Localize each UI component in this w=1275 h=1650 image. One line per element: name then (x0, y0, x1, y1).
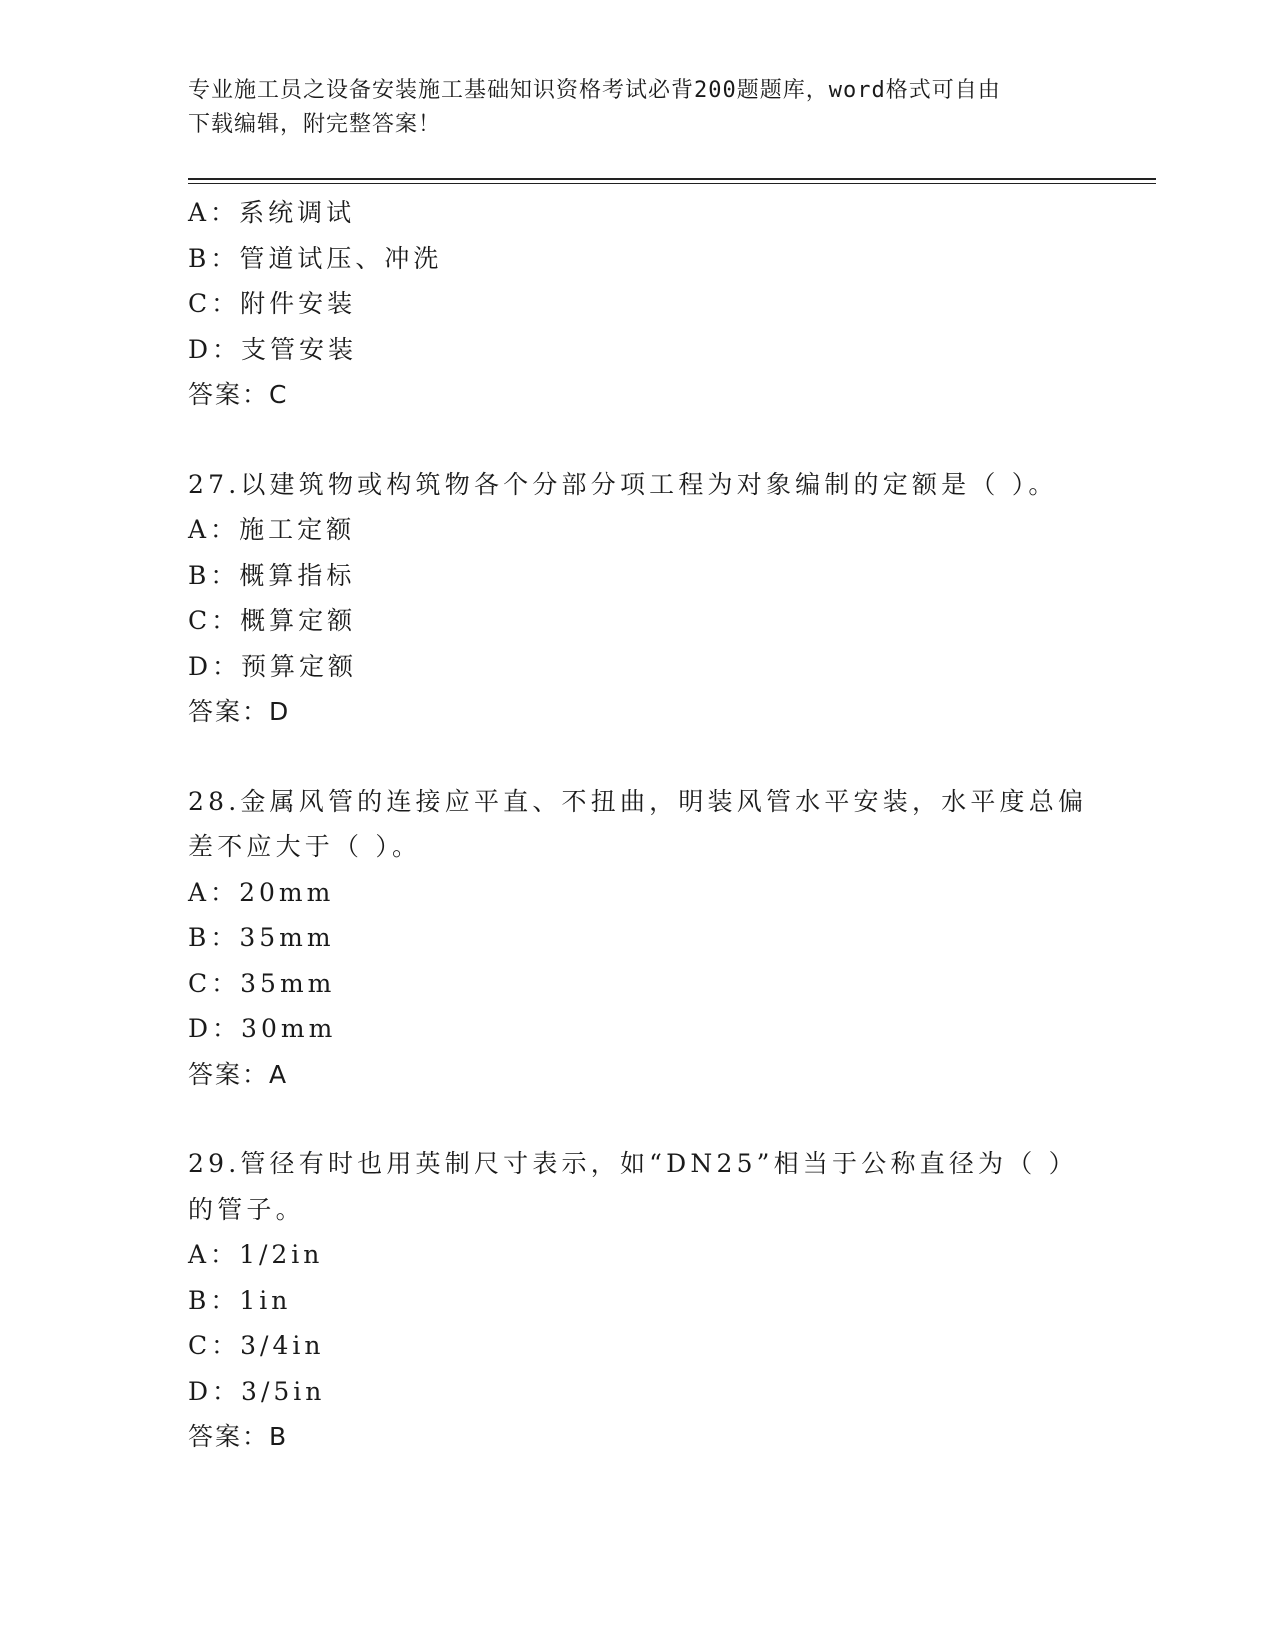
header-title-line-2: 下载编辑，附完整答案！ (188, 112, 442, 137)
question-27 (188, 462, 1088, 735)
answer-value: A (269, 1059, 289, 1089)
option-a: A：1/2in (188, 1240, 324, 1269)
option-c: C：概算定额 (188, 606, 357, 635)
option-d: D：预算定额 (188, 651, 358, 681)
answer-line: 答案：B (188, 1422, 289, 1451)
option-a: A：系统调试 (188, 198, 356, 227)
header-divider-thick (188, 178, 1156, 180)
option-a: A：20mm (188, 877, 335, 907)
question-stem-line-1: 28.金属风管的连接应平直、不扭曲，明装风管水平安装，水平度总偏 (188, 786, 1088, 816)
answer-value: D (269, 697, 291, 726)
document-body (188, 190, 1088, 1460)
option-b: B：概算指标 (188, 560, 356, 590)
option-a: A：施工定额 (188, 515, 356, 544)
option-c: C：35mm (188, 968, 336, 998)
header-divider-thin (188, 183, 1156, 184)
answer-value: C (269, 380, 289, 409)
answer-value: B (269, 1422, 289, 1451)
option-d: D：30mm (188, 1014, 337, 1043)
question-28 (188, 779, 1088, 1098)
question-29 (188, 1141, 1088, 1460)
question-stem-line-2: 的管子。 (188, 1194, 305, 1224)
option-d: D：支管安装 (188, 334, 358, 364)
question-26-continued (188, 190, 1088, 418)
question-stem-line-2: 差不应大于（ ）。 (188, 832, 422, 861)
page-header (188, 74, 1088, 142)
option-c: C：3/4in (188, 1331, 325, 1360)
answer-line: 答案：A (188, 1059, 289, 1089)
option-b: B：35mm (188, 923, 335, 952)
question-stem-line-1: 29.管径有时也用英制尺寸表示，如“DN25”相当于公称直径为（ ） (188, 1149, 1078, 1178)
header-title-line-1: 专业施工员之设备安装施工基础知识资格考试必背200题题库，word格式可自由 (188, 78, 1001, 103)
answer-line: 答案：D (188, 697, 291, 726)
question-stem: 27.以建筑物或构筑物各个分部分项工程为对象编制的定额是（ ）。 (188, 469, 1058, 499)
answer-line: 答案：C (188, 380, 289, 409)
option-b: B：1in (188, 1285, 292, 1315)
option-c: C：附件安装 (188, 289, 357, 318)
option-b: B：管道试压、冲洗 (188, 243, 443, 273)
option-d: D：3/5in (188, 1376, 326, 1406)
